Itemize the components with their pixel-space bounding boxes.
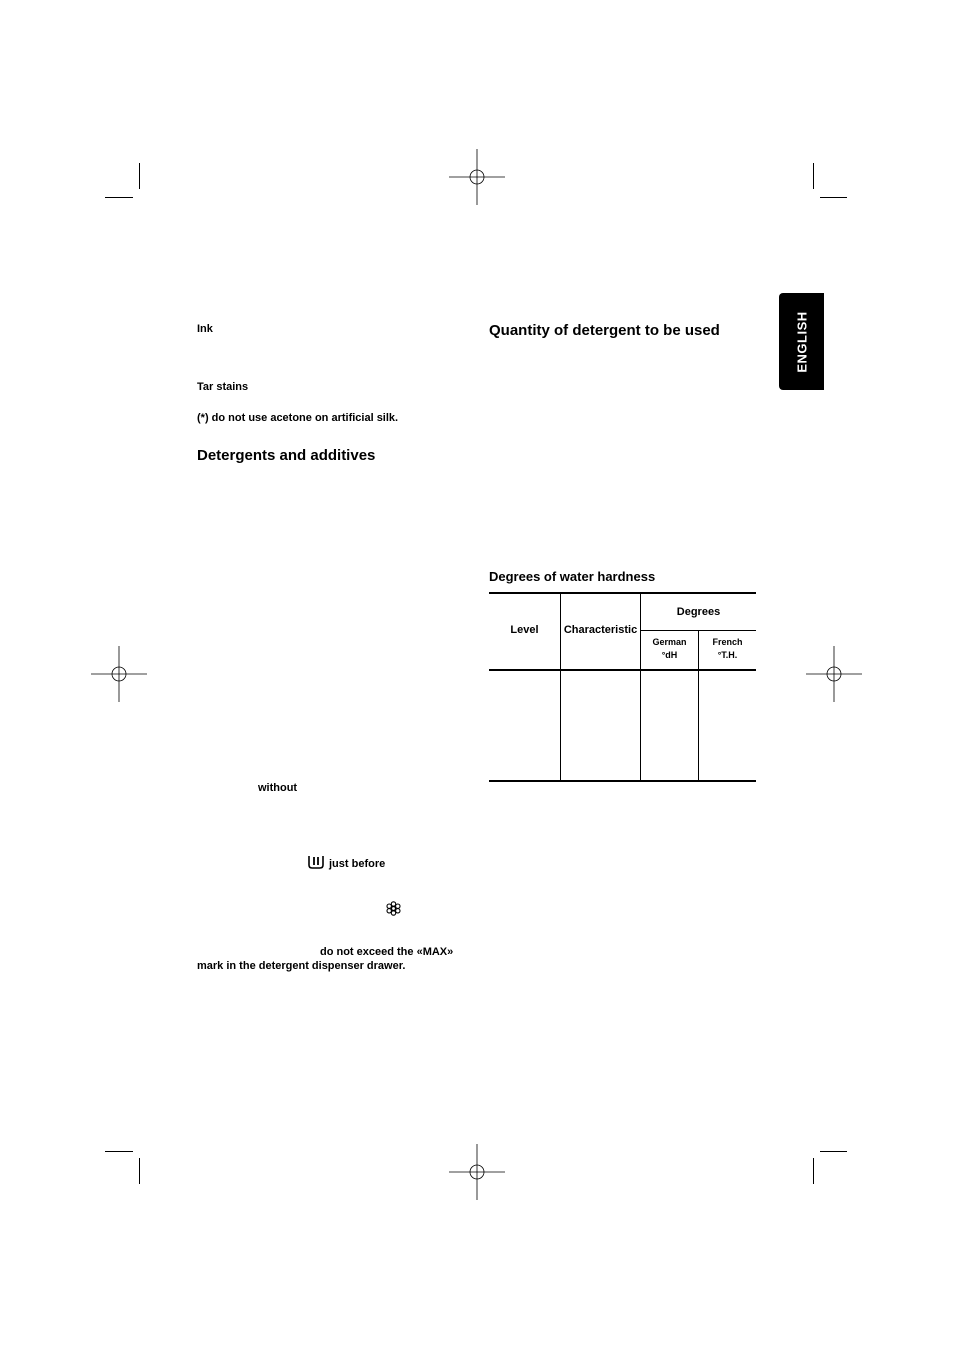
crop-mark (813, 1158, 814, 1184)
registration-mark-icon (449, 149, 505, 205)
prewash-icon (308, 855, 324, 869)
crop-mark (105, 1151, 133, 1152)
header-german-unit: °dH (661, 650, 678, 660)
header-characteristic: Characteristic (563, 624, 638, 636)
header-level: Level (510, 624, 539, 636)
header-french-unit: °T.H. (717, 650, 738, 660)
crop-mark (820, 1151, 847, 1152)
without-text: without (258, 782, 298, 794)
header-french-label: French (712, 637, 743, 647)
header-degrees: Degrees (676, 606, 721, 618)
max-warning-line1: do not exceed the «MAX» (320, 946, 454, 958)
just-before-text: just before (329, 858, 386, 870)
header-french (699, 636, 756, 662)
table-col-divider (640, 593, 641, 781)
tar-stains-label: Tar stains (197, 381, 249, 393)
registration-mark-icon (806, 646, 862, 702)
crop-mark (139, 1158, 140, 1184)
ink-label: Ink (197, 323, 213, 335)
quantity-heading: Quantity of detergent to be used (489, 322, 720, 339)
crop-mark (813, 163, 814, 189)
language-tab (779, 293, 824, 390)
table-header-rule (489, 669, 756, 671)
flower-softener-icon (386, 901, 401, 916)
detergents-heading: Detergents and additives (197, 447, 376, 464)
table-border-bottom (489, 780, 756, 782)
header-german-label: German (652, 637, 687, 647)
registration-mark-icon (449, 1144, 505, 1200)
crop-mark (139, 163, 140, 189)
table-border-top (489, 592, 756, 594)
table-col-divider (560, 593, 561, 781)
water-hardness-heading: Degrees of water hardness (489, 569, 656, 584)
acetone-note: (*) do not use acetone on artificial silk. (197, 412, 399, 424)
crop-mark (820, 197, 847, 198)
header-german (641, 636, 698, 662)
crop-mark (105, 197, 133, 198)
max-warning-line2: mark in the detergent dispenser drawer. (197, 960, 406, 972)
language-tab-label: ENGLISH (794, 310, 809, 373)
registration-mark-icon (91, 646, 147, 702)
